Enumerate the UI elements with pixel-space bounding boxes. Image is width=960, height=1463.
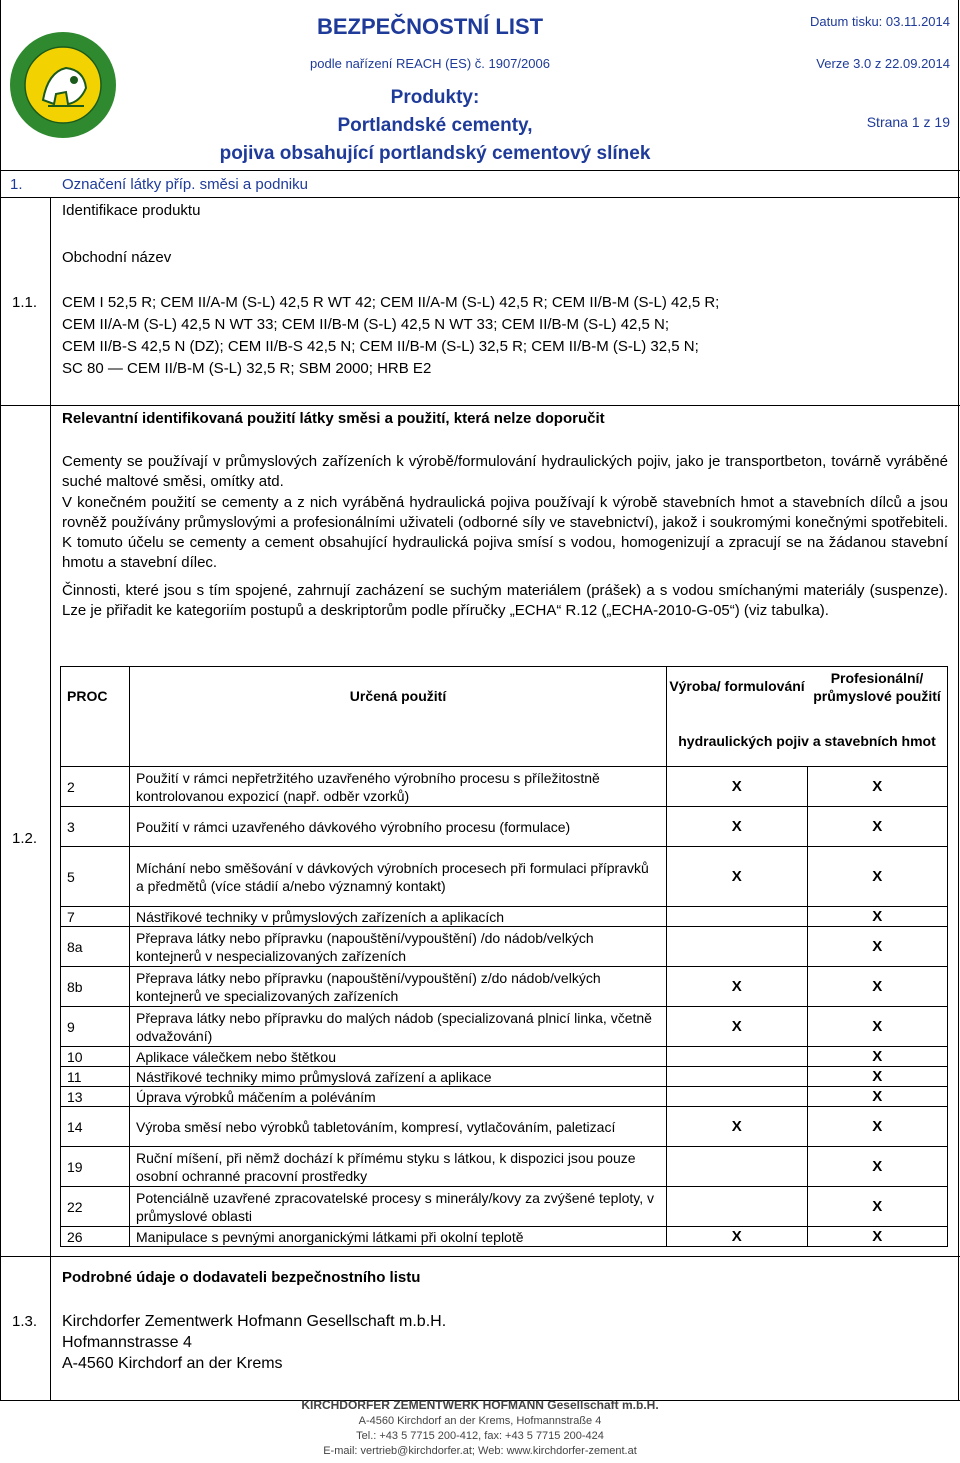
trade-name-line: CEM II/A-M (S-L) 42,5 N WT 33; CEM II/B-M (S-L) 42,5 N WT 33; CEM II/B-M (S-L) 42,5 N; (62, 316, 670, 333)
formulation-mark: X (667, 767, 808, 807)
use-cell: Výroba směsí nebo výrobků tabletováním, kompresí, vytlačováním, paletizací (130, 1107, 667, 1147)
use-cell: Aplikace válečkem nebo štětkou (130, 1047, 667, 1067)
s12-divider (0, 1256, 960, 1257)
formulation-mark (667, 1087, 808, 1107)
products-label: Produkty: (390, 87, 480, 108)
use-cell: Míchání nebo směšování v dávkových výrobních procesech při formulaci přípravků a předmětů (více stádií a/nebo významný kontakt) (130, 847, 667, 907)
regulation-text: podle nařízení REACH (ES) č. 1907/2006 (310, 56, 550, 71)
proc-cell: 8b (61, 967, 130, 1007)
table-row (61, 967, 948, 1007)
col-span-note: hydraulických pojiv a stavebních hmot (678, 733, 936, 749)
formulation-mark (667, 1187, 808, 1227)
section-1-3-heading: Podrobné údaje o dodavateli bezpečnostního listu (62, 1269, 421, 1286)
logo-icon (8, 30, 118, 140)
supplier-address (62, 1311, 446, 1374)
table-row (61, 907, 948, 927)
use-cell: Použití v rámci uzavřeného dávkového výrobního procesu (formulace) (130, 807, 667, 847)
use-cell: Přeprava látky nebo přípravku (napouštění/vypouštění) /do nádob/velkých kontejnerů v nespecializovaných zařízeních (130, 927, 667, 967)
uses-paragraph-1: Cementy se používají v průmyslových zařízeních k výrobě/formulování hydraulických pojiv, jako je transportbeton, továrně vyráběné suché maltové směsi, omítky atd. (62, 453, 948, 490)
professional-mark: X (807, 1047, 948, 1067)
section-1-1-number: 1.1. (12, 294, 38, 311)
formulation-mark: X (667, 847, 808, 907)
use-cell: Přeprava látky nebo přípravku (napouštění/vypouštění) z/do nádob/velkých kontejnerů ve specializovaných zařízeních (130, 967, 667, 1007)
use-cell: Úprava výrobků máčením a poléváním (130, 1087, 667, 1107)
use-cell: Přeprava látky nebo přípravku do malých nádob (specializovaná plnicí linka, včetně odvažování) (130, 1007, 667, 1047)
uses-paragraph-3: Činnosti, které jsou s tím spojené, zahrnují zacházení se suchým materiálem (prášek) a s vodou smíchanými materiály (suspenze). Lze je přiřadit ke kategoriím postupů a deskriptorům podle příručky „ECHA“ R.12 („ECHA-2010-G-05“) (viz tabulka). (62, 582, 948, 619)
use-cell: Nástřikové techniky mimo průmyslová zařízení a aplikace (130, 1067, 667, 1087)
table-row (61, 1147, 948, 1187)
formulation-mark: X (667, 1007, 808, 1047)
trade-name-label: Obchodní název (62, 249, 172, 266)
col-formulation-header: Výroba/ formulování (669, 678, 805, 694)
left-frame-line (0, 0, 1, 1400)
proc-cell: 14 (61, 1107, 130, 1147)
professional-mark: X (807, 767, 948, 807)
table-row (61, 927, 948, 967)
supplier-line: Hofmannstrasse 4 (62, 1334, 192, 1351)
product-line-2: pojiva obsahující portlandský cementový slínek (219, 143, 651, 164)
supplier-line: A-4560 Kirchdorf an der Krems (62, 1355, 283, 1372)
formulation-mark: X (667, 807, 808, 847)
footer-phone: Tel.: +43 5 7715 200-412, fax: +43 5 7715 200-424 (356, 1430, 604, 1442)
trade-name-line: CEM II/B-S 42,5 N (DZ); CEM II/B-S 42,5 N; CEM II/B-M (S-L) 32,5 R; CEM II/B-M (S-L) 32,5 N; (62, 338, 699, 355)
use-cell: Potenciálně uzavřené zpracovatelské procesy s minerály/kovy za zvýšené teploty, v průmyslové oblasti (130, 1187, 667, 1227)
section-1-3-number: 1.3. (12, 1313, 38, 1330)
formulation-mark (667, 1047, 808, 1067)
product-block (180, 84, 690, 168)
professional-mark: X (807, 1107, 948, 1147)
trade-name-line: CEM I 52,5 R; CEM II/A-M (S-L) 42,5 R WT 42; CEM II/A-M (S-L) 42,5 R; CEM II/B-M (S-L) 42,5 R; (62, 294, 720, 311)
section1-divider (0, 197, 960, 198)
section1-title: Označení látky příp. směsi a podniku (62, 176, 308, 193)
table-row (61, 1107, 948, 1147)
supplier-line: Kirchdorfer Zementwerk Hofmann Gesellschaft m.b.H. (62, 1313, 447, 1330)
formulation-mark: X (667, 1107, 808, 1147)
formulation-mark: X (667, 1227, 808, 1247)
proc-cell: 5 (61, 847, 130, 907)
formulation-mark (667, 927, 808, 967)
professional-mark: X (807, 927, 948, 967)
proc-cell: 7 (61, 907, 130, 927)
proc-cell: 19 (61, 1147, 130, 1187)
document-title: BEZPEČNOSTNÍ LIST (316, 14, 544, 39)
print-date: Datum tisku: 03.11.2014 (810, 14, 950, 29)
right-frame-line (958, 0, 959, 1400)
proc-cell: 26 (61, 1227, 130, 1247)
header-divider (0, 170, 960, 171)
professional-mark: X (807, 847, 948, 907)
professional-mark: X (807, 1067, 948, 1087)
professional-mark: X (807, 907, 948, 927)
proc-cell: 3 (61, 807, 130, 847)
professional-mark: X (807, 807, 948, 847)
page-number: Strana 1 z 19 (866, 114, 950, 130)
professional-mark: X (807, 1227, 948, 1247)
proc-cell: 9 (61, 1007, 130, 1047)
professional-mark: X (807, 1187, 948, 1227)
table-row (61, 1067, 948, 1087)
footer-company: KIRCHDORFER ZEMENTWERK HOFMANN Gesellschaft m.b.H. (301, 1398, 659, 1412)
use-cell: Nástřikové techniky v průmyslových zařízeních a aplikacích (130, 907, 667, 927)
section1-number: 1. (10, 176, 23, 193)
proc-cell: 10 (61, 1047, 130, 1067)
use-cell: Ruční míšení, při němž dochází k přímému styku s látkou, k dispozici jsou pouze osobní ochranné pracovní prostředky (130, 1147, 667, 1187)
table-row (61, 1087, 948, 1107)
formulation-mark (667, 907, 808, 927)
use-cell: Použití v rámci nepřetržitého uzavřeného výrobního procesu s příležitostně kontrolovanou expozicí (např. odběr vzorků) (130, 767, 667, 807)
product-line-1: Portlandské cementy, (337, 115, 533, 136)
col-category-header (667, 667, 948, 767)
version-text: Verze 3.0 z 22.09.2014 (816, 56, 950, 71)
trade-names (62, 292, 952, 380)
col-proc-header: PROC (61, 667, 130, 767)
footer-web: E-mail: vertrieb@kirchdorfer.at; Web: www.kirchdorfer-zement.at (323, 1445, 637, 1457)
table-row (61, 1227, 948, 1247)
col-use-header: Určená použití (130, 667, 667, 767)
section-1-2-number: 1.2. (12, 830, 38, 847)
section-1-2-heading: Relevantní identifikovaná použití látky směsi a použití, která nelze doporučit (62, 410, 605, 427)
col-professional-header: Profesionální/ průmyslové použití (813, 670, 941, 704)
proc-cell: 11 (61, 1067, 130, 1087)
trade-name-line: SC 80 — CEM II/B-M (S-L) 32,5 R; SBM 2000; HRB E2 (62, 360, 432, 377)
identification-heading: Identifikace produktu (62, 202, 201, 219)
proc-cell: 8a (61, 927, 130, 967)
proc-cell: 22 (61, 1187, 130, 1227)
table-row (61, 1007, 948, 1047)
proc-cell: 13 (61, 1087, 130, 1107)
proc-cell: 2 (61, 767, 130, 807)
company-logo (8, 30, 118, 140)
formulation-mark: X (667, 967, 808, 1007)
professional-mark: X (807, 967, 948, 1007)
formulation-mark (667, 1147, 808, 1187)
professional-mark: X (807, 1147, 948, 1187)
professional-mark: X (807, 1087, 948, 1107)
s11-divider (0, 405, 960, 406)
table-row (61, 847, 948, 907)
use-cell: Manipulace s pevnými anorganickými látkami při okolní teplotě (130, 1227, 667, 1247)
table-row (61, 767, 948, 807)
table-row (61, 1187, 948, 1227)
proc-table (60, 666, 948, 1247)
table-header-row (61, 667, 948, 767)
uses-paragraph-2: V konečném použití se cementy a z nich vyráběná hydraulická pojiva používají k výrobě stavebních hmot a stavebních dílců a jsou rovněž používány průmyslovými a profesionálními uživateli (odborné síly ve stavebnictví), jakož i soukromými konečnými spotřebiteli. K tomuto účelu se cementy a cement obsahující hydraulická pojiva smísí s vodou, homogenizují a zpracují se na žádanou stavební hmotu a stavební dílec. (62, 494, 948, 571)
professional-mark: X (807, 1007, 948, 1047)
table-row (61, 807, 948, 847)
number-column-line (50, 197, 51, 1400)
footer-address: A-4560 Kirchdorf an der Krems, Hofmannstraße 4 (358, 1415, 602, 1427)
table-row (61, 1047, 948, 1067)
formulation-mark (667, 1067, 808, 1087)
